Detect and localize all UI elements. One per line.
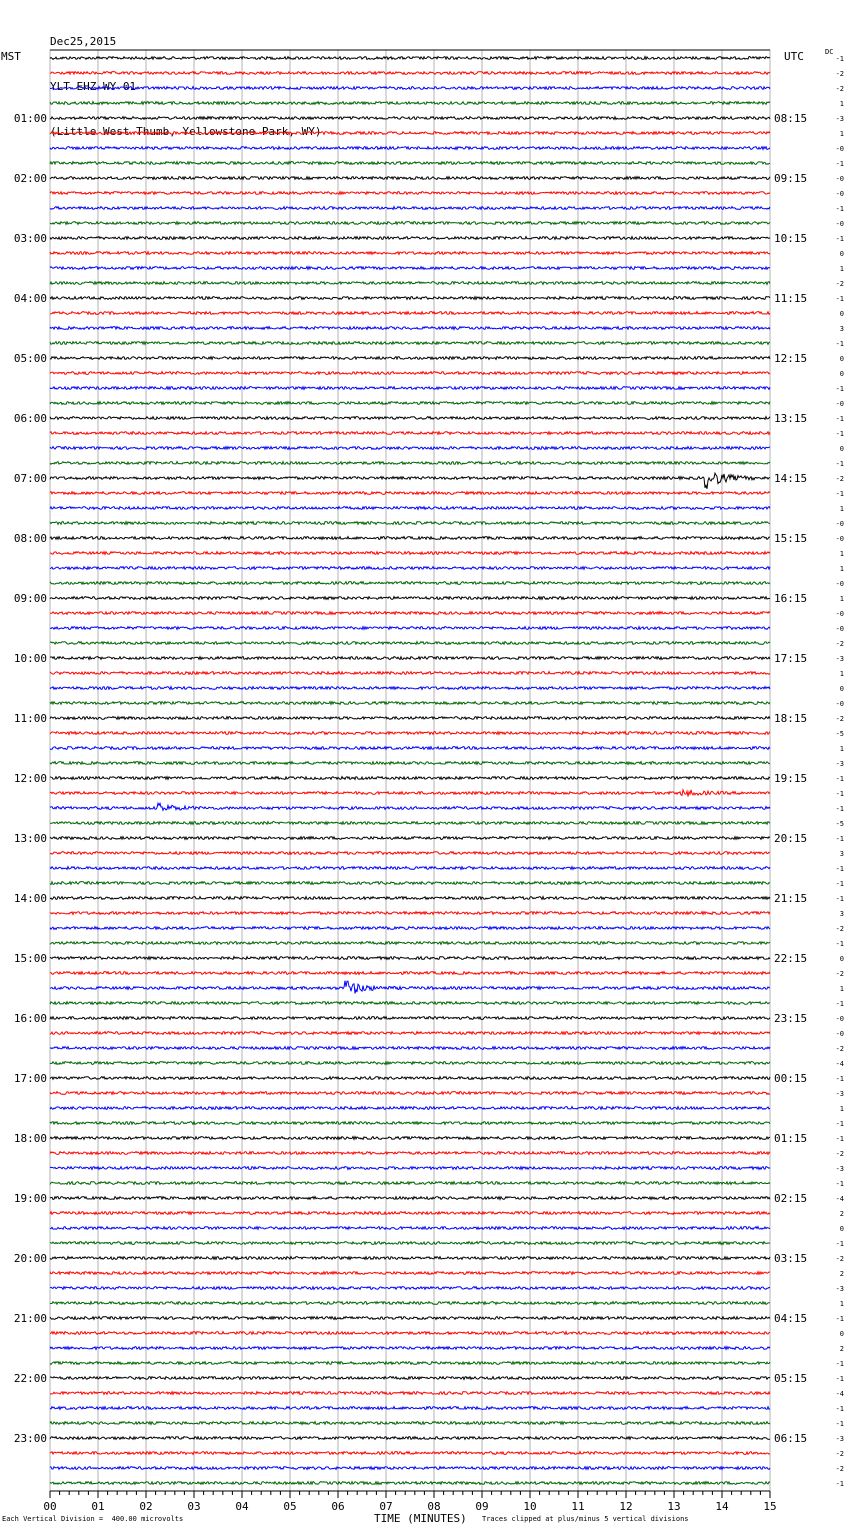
right-hour-label: 16:15 [774,592,808,605]
x-tick-label: 05 [283,1500,297,1513]
dc-offset-label: -0 [835,1015,844,1023]
dc-offset-label: -3 [835,1090,844,1098]
x-tick-label: 13 [667,1500,681,1513]
date-label: Dec25,2015 [50,35,117,48]
right-hour-label: 21:15 [774,892,808,905]
trace-row [50,1077,770,1080]
dc-offset-label: 3 [839,325,844,333]
trace-row [50,1377,770,1380]
trace-row [50,1017,770,1020]
dc-offset-label: -1 [835,160,844,168]
dc-offset-label: -0 [835,400,844,408]
trace-row [50,687,770,690]
right-hour-label: 14:15 [774,472,808,485]
trace-row [50,237,770,240]
x-tick-label: 12 [619,1500,633,1513]
trace-row [50,1212,770,1215]
dc-offset-label: -1 [835,865,844,873]
trace-row [50,672,770,675]
trace-row [50,747,770,750]
trace-row [50,1257,770,1260]
dc-offset-label: -4 [835,1060,844,1068]
dc-offset-label: -4 [835,1390,844,1398]
dc-offset-label: -0 [835,535,844,543]
trace-row [50,297,770,300]
right-hour-label: 20:15 [774,832,808,845]
trace-row [50,852,770,855]
dc-offset-label: 1 [839,1300,844,1308]
dc-offset-label: -2 [835,70,844,78]
trace-row [50,1092,770,1095]
trace-row [50,1002,770,1005]
dc-offset-label: -1 [835,805,844,813]
left-hour-label: 16:00 [13,1012,47,1025]
trace-row [50,522,770,525]
x-tick-label: 00 [43,1500,57,1513]
trace-row [50,57,770,60]
timezone-left-label: MST [1,50,21,63]
dc-offset-label: -0 [835,625,844,633]
left-hour-label: 17:00 [13,1072,47,1085]
trace-row [50,492,770,495]
x-tick-label: 04 [235,1500,249,1513]
dc-offset-label: 2 [839,1210,844,1218]
dc-offset-label: -1 [835,1405,844,1413]
trace-row [50,1317,770,1320]
dc-offset-label: -1 [835,385,844,393]
trace-row [50,537,770,540]
right-hour-label: 10:15 [774,232,808,245]
left-hour-label: 08:00 [13,532,47,545]
dc-offset-label: -1 [835,55,844,63]
dc-offset-label: -1 [835,1240,844,1248]
dc-offset-label: -0 [835,220,844,228]
dc-offset-label: -0 [835,580,844,588]
trace-row [50,507,770,510]
trace-row [50,897,770,900]
dc-offset-label: -1 [835,235,844,243]
dc-offset-label: -3 [835,760,844,768]
dc-offset-label: 0 [839,355,844,363]
dc-offset-label: -1 [835,880,844,888]
dc-offset-label: -1 [835,1180,844,1188]
left-hour-label: 01:00 [13,112,47,125]
trace-row [50,102,770,105]
x-tick-label: 02 [139,1500,153,1513]
trace-row [50,972,770,975]
trace-row [50,87,770,90]
dc-offset-label: 1 [839,505,844,513]
trace-row [50,882,770,885]
x-tick-label: 08 [427,1500,441,1513]
left-hour-label: 11:00 [13,712,47,725]
dc-offset-label: -1 [835,1480,844,1488]
left-hour-label: 20:00 [13,1252,47,1265]
left-hour-label: 09:00 [13,592,47,605]
station-label: YLT EHZ WY 01 [50,80,137,93]
trace-row [50,627,770,630]
right-hour-label: 23:15 [774,1012,808,1025]
trace-row [50,1227,770,1230]
trace-row [50,147,770,150]
right-hour-label: 06:15 [774,1432,808,1445]
trace-row [50,1122,770,1125]
trace-row [50,837,770,840]
trace-row [50,267,770,270]
left-hour-label: 23:00 [13,1432,47,1445]
trace-row [50,1407,770,1410]
right-hour-label: 11:15 [774,292,808,305]
dc-offset-label: -1 [835,1075,844,1083]
trace-row [50,777,770,780]
dc-offset-label: 3 [839,910,844,918]
trace-row [50,1332,770,1335]
dc-offset-label: -2 [835,1255,844,1263]
dc-offset-label: -1 [835,1000,844,1008]
trace-row [50,192,770,195]
trace-row [50,1302,770,1305]
dc-offset-label: 0 [839,310,844,318]
trace-row [50,790,770,797]
trace-row [50,1107,770,1110]
dc-offset-label: 1 [839,745,844,753]
trace-row [50,1347,770,1350]
right-hour-label: 19:15 [774,772,808,785]
dc-offset-label: -2 [835,475,844,483]
left-hour-label: 19:00 [13,1192,47,1205]
dc-offset-label: -1 [835,1135,844,1143]
dc-offset-label: -4 [835,1195,844,1203]
dc-offset-label: 0 [839,685,844,693]
trace-row [50,552,770,555]
dc-offset-label: -1 [835,790,844,798]
dc-offset-label: -1 [835,490,844,498]
trace-row [50,1467,770,1470]
trace-row [50,432,770,435]
dc-offset-label: 1 [839,565,844,573]
right-hour-label: 15:15 [774,532,808,545]
trace-row [50,867,770,870]
trace-row [50,1437,770,1440]
dc-offset-label: -1 [835,1120,844,1128]
trace-row [50,1152,770,1155]
trace-row [50,927,770,930]
trace-row [50,462,770,465]
right-hour-label: 12:15 [774,352,808,365]
dc-offset-label: 0 [839,955,844,963]
left-hour-label: 02:00 [13,172,47,185]
dc-offset-label: 2 [839,1345,844,1353]
right-hour-label: 01:15 [774,1132,808,1145]
trace-row [50,342,770,345]
timezone-right-label: UTC [784,50,804,63]
left-hour-label: 05:00 [13,352,47,365]
left-hour-label: 10:00 [13,652,47,665]
x-tick-label: 06 [331,1500,345,1513]
trace-row [50,597,770,600]
dc-offset-label: 1 [839,985,844,993]
dc-offset-label: -1 [835,430,844,438]
dc-offset-label: -1 [835,1315,844,1323]
dc-offset-label: -1 [835,415,844,423]
trace-row [50,1452,770,1455]
left-hour-label: 18:00 [13,1132,47,1145]
trace-row [50,222,770,225]
trace-row [50,252,770,255]
x-tick-label: 15 [763,1500,777,1513]
dc-offset-label: -5 [835,820,844,828]
left-hour-label: 12:00 [13,772,47,785]
dc-offset-label: 0 [839,250,844,258]
trace-row [50,1137,770,1140]
right-hour-label: 03:15 [774,1252,808,1265]
right-hour-label: 02:15 [774,1192,808,1205]
dc-offset-label: -1 [835,1420,844,1428]
trace-row [50,1362,770,1365]
trace-row [50,762,770,765]
dc-offset-label: -1 [835,895,844,903]
trace-row [50,402,770,405]
dc-offset-label: 1 [839,100,844,108]
dc-offset-label: 1 [839,670,844,678]
dc-offset-label: 0 [839,1225,844,1233]
clip-note: Traces clipped at plus/minus 5 vertical divisions [482,1515,689,1523]
dc-offset-label: -1 [835,835,844,843]
trace-row [50,387,770,390]
x-tick-label: 07 [379,1500,393,1513]
left-hour-label: 03:00 [13,232,47,245]
dc-offset-label: 3 [839,850,844,858]
right-hour-label: 09:15 [774,172,808,185]
dc-offset-label: -3 [835,1435,844,1443]
trace-row [50,657,770,660]
dc-offset-label: 0 [839,370,844,378]
dc-offset-label: 1 [839,1105,844,1113]
trace-row [50,567,770,570]
dc-offset-label: 1 [839,130,844,138]
left-hour-label: 22:00 [13,1372,47,1385]
trace-row [50,473,770,489]
right-hour-label: 22:15 [774,952,808,965]
right-hour-label: 13:15 [774,412,808,425]
trace-row [50,1287,770,1290]
trace-row [50,1182,770,1185]
trace-row [50,1032,770,1035]
left-hour-label: 13:00 [13,832,47,845]
trace-row [50,642,770,645]
dc-offset-label: 1 [839,265,844,273]
dc-offset-label: -3 [835,1285,844,1293]
left-hour-label: 06:00 [13,412,47,425]
trace-row [50,1197,770,1200]
dc-offset-label: -3 [835,1165,844,1173]
trace-row [50,372,770,375]
location-label: (Little West Thumb, Yellowstone Park, WY) [50,125,322,138]
left-hour-label: 14:00 [13,892,47,905]
right-hour-label: 18:15 [774,712,808,725]
dc-offset-label: -1 [835,340,844,348]
trace-row [50,1167,770,1170]
x-tick-label: 14 [715,1500,729,1513]
x-tick-label: 10 [523,1500,537,1513]
trace-row [50,732,770,735]
left-hour-label: 07:00 [13,472,47,485]
dc-offset-label: -5 [835,730,844,738]
trace-row [50,1242,770,1245]
left-hour-label: 21:00 [13,1312,47,1325]
x-tick-label: 09 [475,1500,489,1513]
trace-row [50,1482,770,1485]
dc-offset-label: -1 [835,295,844,303]
trace-row [50,357,770,360]
dc-column-label: DC [825,48,834,56]
dc-offset-label: -2 [835,640,844,648]
dc-offset-label: -2 [835,85,844,93]
x-tick-label: 01 [91,1500,105,1513]
left-hour-label: 04:00 [13,292,47,305]
dc-offset-label: -3 [835,115,844,123]
dc-offset-label: -2 [835,1150,844,1158]
dc-offset-label: -1 [835,940,844,948]
trace-row [50,162,770,165]
x-tick-label: 11 [571,1500,585,1513]
trace-row [50,1062,770,1065]
trace-row [50,702,770,705]
trace-row [50,1422,770,1425]
right-hour-label: 17:15 [774,652,808,665]
trace-row [50,207,770,210]
trace-row [50,1392,770,1395]
dc-offset-label: -2 [835,715,844,723]
trace-row [50,981,770,994]
dc-offset-label: -0 [835,175,844,183]
dc-offset-label: -0 [835,610,844,618]
dc-offset-label: -1 [835,205,844,213]
x-tick-label: 03 [187,1500,201,1513]
x-axis-label: TIME (MINUTES) [374,1512,467,1525]
trace-row [50,417,770,420]
dc-offset-label: -1 [835,460,844,468]
trace-row [50,447,770,450]
trace-row [50,117,770,120]
trace-row [50,312,770,315]
dc-offset-label: -2 [835,1045,844,1053]
trace-row [50,822,770,825]
trace-row [50,803,770,810]
trace-row [50,177,770,180]
dc-offset-label: 1 [839,595,844,603]
trace-row [50,942,770,945]
dc-offset-label: -0 [835,145,844,153]
dc-offset-label: -2 [835,280,844,288]
trace-row [50,327,770,330]
dc-offset-label: -2 [835,925,844,933]
trace-row [50,957,770,960]
trace-row [50,582,770,585]
dc-offset-label: -0 [835,700,844,708]
trace-row [50,1272,770,1275]
dc-offset-label: 0 [839,445,844,453]
dc-offset-label: -2 [835,1465,844,1473]
dc-offset-label: -0 [835,1030,844,1038]
dc-offset-label: 2 [839,1270,844,1278]
dc-offset-label: -3 [835,655,844,663]
trace-row [50,132,770,135]
right-hour-label: 08:15 [774,112,808,125]
right-hour-label: 05:15 [774,1372,808,1385]
dc-offset-label: 1 [839,550,844,558]
left-hour-label: 15:00 [13,952,47,965]
dc-offset-label: -1 [835,775,844,783]
trace-row [50,1047,770,1050]
dc-offset-label: -2 [835,970,844,978]
dc-offset-label: 0 [839,1330,844,1338]
trace-row [50,612,770,615]
dc-offset-label: -0 [835,520,844,528]
right-hour-label: 04:15 [774,1312,808,1325]
trace-row [50,282,770,285]
dc-offset-label: -2 [835,1450,844,1458]
trace-row [50,717,770,720]
dc-offset-label: -0 [835,190,844,198]
trace-row [50,912,770,915]
trace-row [50,72,770,75]
dc-offset-label: -1 [835,1360,844,1368]
dc-offset-label: -1 [835,1375,844,1383]
right-hour-label: 00:15 [774,1072,808,1085]
scale-note: Each Vertical Division = 400.00 microvolts [2,1515,184,1523]
